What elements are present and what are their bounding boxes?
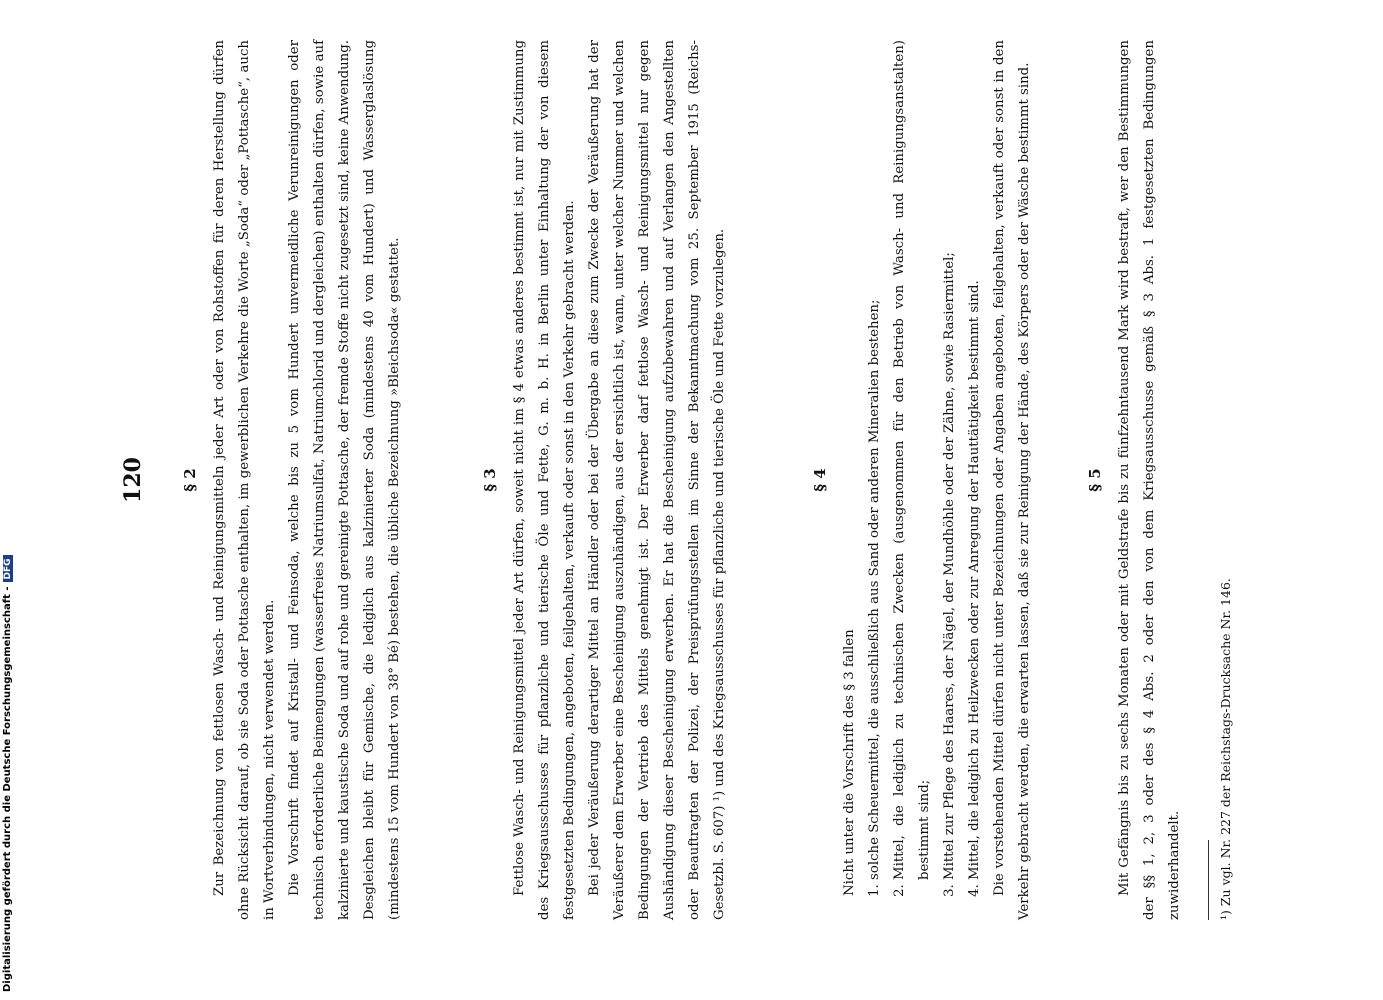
section-2 (170, 40, 407, 920)
footnote-rule (1208, 840, 1209, 920)
page-content (100, 0, 1280, 980)
section-5-heading: § 5 (1086, 468, 1104, 492)
section-4-item: 1. solche Scheuermittel, die ausschließlich aus Sand oder anderen Mineralien bestehen; (862, 40, 887, 880)
section-4-item: 2. Mittel, die lediglich zu technischen Zwecken (ausgenommen für den Betrieb von Wasch- und Reinigungsanstalten) bestimmt sind; (887, 40, 937, 880)
section-3-paragraph-1: Fettlose Wasch- und Reinigungsmittel jeder Art dürfen, soweit nicht im § 4 etwas anderes bestimmt ist, nur mit Zustimmung des Kriegsausschusses für pflanzliche und tierische Öle und Fette, G. m. b. H. in Berlin unter Einhaltung der von diesem festgesetzten Bedingungen, angeboten, feilgehalten, verkauft oder sonst in den Verkehr gebracht werden. (512, 40, 577, 920)
section-2-paragraph-2: Die Vorschrift findet auf Kristall- und Feinsoda, welche bis zu 5 vom Hundert unvermeidliche Verunreinigungen oder technisch erforderliche Beimengungen (wasserfreies Natriumsulfat, Natriumchlorid und dergleichen) enthalten dürfen, sowie auf kalzinierte und kaustische Soda und auf rohe und gereinigte Pottasche, der fremde Stoffe nicht zugesetzt sind, keine Anwendung. Desgleichen bleibt für Gemische, die lediglich aus kalzinierter Soda (mindestens 40 vom Hundert) und Wasserglaslösung (mindestens 15 vom Hundert von 38° Bé) bestehen, die übliche Bezeichnung »Bleichsoda« gestattet. (287, 40, 402, 920)
credit-text: Digitalisierung gefördert durch die Deutsche Forschungsgemeinschaft - (2, 586, 13, 992)
section-2-paragraph-1: Zur Bezeichnung von fettlosen Wasch- und Reinigungsmitteln jeder Art oder von Rohstoffen für deren Herstellung dürfen ohne Rücksicht darauf, ob sie Soda oder Pottasche enthalten, im gewerblichen Verkehre die Worte „Soda“ oder „Pottasche“, auch in Wortverbindungen, nicht verwendet werden. (212, 40, 277, 920)
section-4-list (862, 40, 987, 920)
section-4 (800, 40, 1037, 920)
digitization-credit (2, 555, 13, 992)
digitization-credit-strip (0, 0, 16, 1000)
section-2-heading: § 2 (181, 468, 199, 492)
section-3 (470, 40, 732, 920)
footnote: ¹) Zu vgl. Nr. 227 der Reichstags-Drucksache Nr. 146. (1218, 578, 1233, 920)
section-5 (1075, 40, 1187, 920)
section-3-paragraph-2: Bei jeder Veräußerung derartiger Mittel an Händler oder bei der Übergabe an diese zum Zwecke der Veräußerung hat der Veräußerer dem Erwerber eine Bescheinigung auszuhändigen, aus der ersichtlich ist, wann, unter welcher Nummer und welchen Bedingungen der Vertrieb des Mittels genehmigt ist. Der Erwerber darf fettlose Wasch- und Reinigungsmittel nur gegen Aushändigung dieser Bescheinigung erwerben. Er hat die Bescheinigung aufzubewahren und auf Verlangen den Angestellten oder Beauftragten der Polizei, der Preisprüfungsstellen im Sinne der Bekanntmachung vom 25. September 1915 (Reichs-Gesetzbl. S. 607) ¹) und des Kriegsausschusses für pflanzliche und tierische Öle und Fette vorzulegen. (587, 40, 727, 920)
section-4-item: 4. Mittel, die lediglich zu Heilzwecken oder zur Anregung der Hauttätigkeit bestimmt sind. (962, 40, 987, 880)
section-4-item: 3. Mittel zur Pflege des Haares, der Nägel, der Mundhöhle oder der Zähne, sowie Rasiermittel; (937, 40, 962, 880)
dfg-logo: DFG (3, 555, 13, 582)
section-4-intro: Nicht unter die Vorschrift des § 3 fallen (842, 629, 857, 896)
page-number: 120 (120, 457, 146, 503)
section-4-paragraph-2: Die vorstehenden Mittel dürfen nicht unter Bezeichnungen oder Angaben angeboten, feilgehalten, verkauft oder sonst in den Verkehr gebracht werden, die erwarten lassen, daß sie zur Reinigung der Hände, des Körpers oder der Wäsche bestimmt sind. (992, 40, 1032, 920)
scanned-page-rotated (100, 0, 1280, 980)
section-4-heading: § 4 (811, 468, 829, 492)
section-5-paragraph-1: Mit Gefängnis bis zu sechs Monaten oder mit Geldstrafe bis zu fünfzehntausend Mark wird bestraft, wer den Bestimmungen der §§ 1, 2, 3 oder des § 4 Abs. 2 oder den von dem Kriegsausschusse gemäß § 3 Abs. 1 festgesetzten Bedingungen zuwiderhandelt. (1117, 40, 1182, 920)
section-3-heading: § 3 (481, 468, 499, 492)
